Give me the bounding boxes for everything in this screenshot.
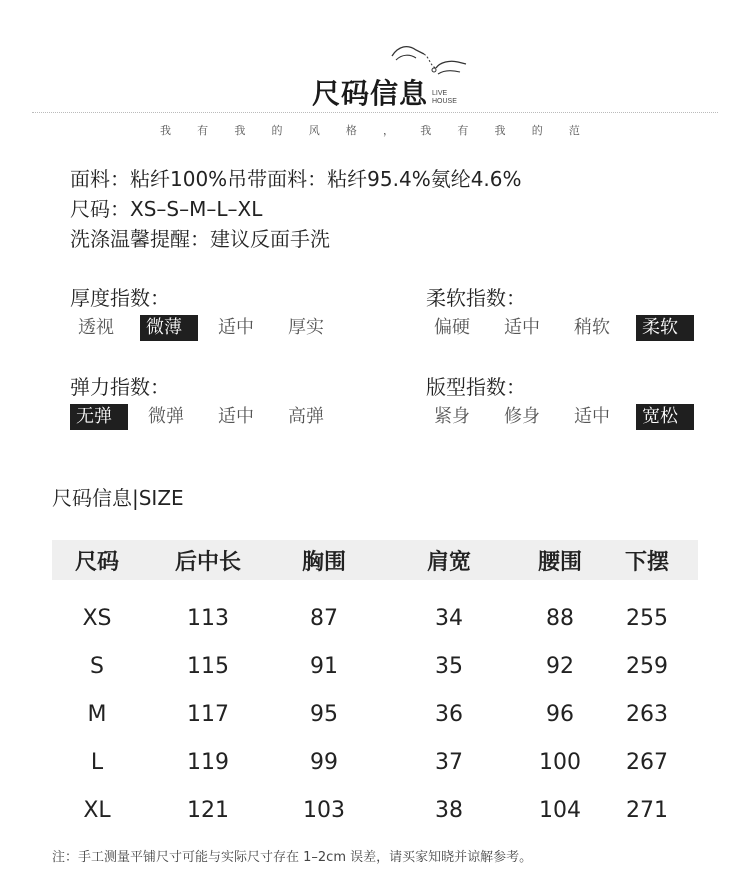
index-option: 无弹 (70, 404, 128, 430)
slogan-char: ， (383, 124, 395, 137)
table-cell: 117 (187, 701, 229, 727)
table-cell: 99 (310, 749, 338, 775)
slogan-char: 有 (197, 124, 209, 137)
page-title: 尺码信息 (312, 77, 429, 110)
table-header-cell: 腰围 (537, 549, 582, 575)
slogan-char: 我 (494, 124, 506, 137)
table-cell: 103 (303, 797, 345, 823)
table-header-row (52, 540, 698, 580)
softness-options (426, 315, 706, 341)
table-cell: 115 (187, 653, 229, 679)
index-option: 适中 (504, 317, 540, 338)
fabric-sizes: 尺码：XS–S–M–L–XL (70, 197, 263, 221)
size-table (52, 540, 698, 834)
table-cell: 36 (435, 701, 463, 727)
table-cell: 34 (435, 605, 463, 631)
table-cell: 96 (546, 701, 574, 727)
fit-options (426, 404, 706, 430)
index-option: 宽松 (636, 404, 694, 430)
table-cell: 263 (626, 701, 668, 727)
table-cell: XL (83, 797, 111, 823)
slogan-char: 有 (457, 124, 469, 137)
thickness-index-title: 厚度指数： (70, 286, 170, 310)
elasticity-index-title: 弹力指数： (70, 375, 170, 399)
table-cell: L (90, 749, 104, 775)
fabric-care: 洗涤温馨提醒：建议反面手洗 (70, 227, 330, 251)
table-header-cell: 肩宽 (426, 549, 471, 575)
index-option: 修身 (504, 406, 540, 427)
index-option: 适中 (574, 406, 610, 427)
table-header-cell: 尺码 (74, 549, 119, 575)
brand-line-2: HOUSE (432, 98, 457, 105)
table-body (52, 594, 698, 834)
slogan (160, 122, 580, 138)
softness-index-title: 柔软指数： (426, 286, 526, 310)
table-cell: 100 (539, 749, 581, 775)
table-cell: 267 (626, 749, 668, 775)
thickness-options (70, 315, 350, 341)
index-option: 适中 (218, 406, 254, 427)
index-option: 紧身 (434, 406, 470, 427)
table-cell: 259 (626, 653, 668, 679)
softness-index (426, 284, 706, 341)
table-header-cell: 胸围 (301, 549, 346, 575)
table-header-cell: 下摆 (624, 549, 669, 575)
fabric-info (70, 164, 522, 254)
slogan-char: 的 (531, 124, 543, 137)
fabric-material: 面料：粘纤100%吊带面料：粘纤95.4%氨纶4.6% (70, 167, 522, 191)
table-cell: M (87, 701, 107, 727)
table-cell: 121 (187, 797, 229, 823)
elasticity-index (70, 373, 350, 430)
index-option: 稍软 (574, 317, 610, 338)
slogan-char: 的 (271, 124, 283, 137)
elasticity-options (70, 404, 350, 430)
index-option: 偏硬 (434, 317, 470, 338)
table-cell: 37 (435, 749, 463, 775)
table-cell: XS (82, 605, 112, 631)
index-option: 适中 (218, 317, 254, 338)
header-divider (32, 112, 718, 113)
table-cell: 91 (310, 653, 338, 679)
thickness-index (70, 284, 350, 341)
table-row (52, 786, 698, 834)
fit-index-title: 版型指数： (426, 375, 526, 399)
slogan-char: 范 (568, 124, 580, 137)
index-option: 微弹 (148, 406, 184, 427)
table-cell: S (90, 653, 104, 679)
fit-index (426, 373, 706, 430)
slogan-char: 我 (420, 124, 432, 137)
slogan-char: 我 (234, 124, 246, 137)
slogan-char: 风 (308, 124, 320, 137)
table-cell: 104 (539, 797, 581, 823)
slogan-char: 我 (160, 124, 171, 137)
table-cell: 35 (435, 653, 463, 679)
brand-logo (432, 90, 457, 106)
table-cell: 119 (187, 749, 229, 775)
table-row (52, 594, 698, 642)
table-row (52, 642, 698, 690)
index-option: 高弹 (288, 406, 324, 427)
slogan-char: 格 (345, 124, 357, 137)
table-cell: 87 (310, 605, 338, 631)
table-cell: 92 (546, 653, 574, 679)
table-header-cell: 后中长 (174, 549, 241, 575)
index-option: 厚实 (288, 317, 324, 338)
table-row (52, 690, 698, 738)
table-cell: 271 (626, 797, 668, 823)
table-cell: 113 (187, 605, 229, 631)
brand-line-1: LIVE (432, 90, 448, 97)
table-cell: 95 (310, 701, 338, 727)
table-cell: 38 (435, 797, 463, 823)
table-cell: 255 (626, 605, 668, 631)
index-option: 微薄 (140, 315, 198, 341)
index-option: 柔软 (636, 315, 694, 341)
table-cell: 88 (546, 605, 574, 631)
page-header (0, 0, 750, 112)
table-row (52, 738, 698, 786)
index-option: 透视 (78, 317, 114, 338)
size-section-heading: 尺码信息|SIZE (52, 486, 184, 510)
measurement-note: 注：手工测量平铺尺寸可能与实际尺寸存在 1–2cm 误差，请买家知晓并谅解参考。 (52, 850, 533, 865)
